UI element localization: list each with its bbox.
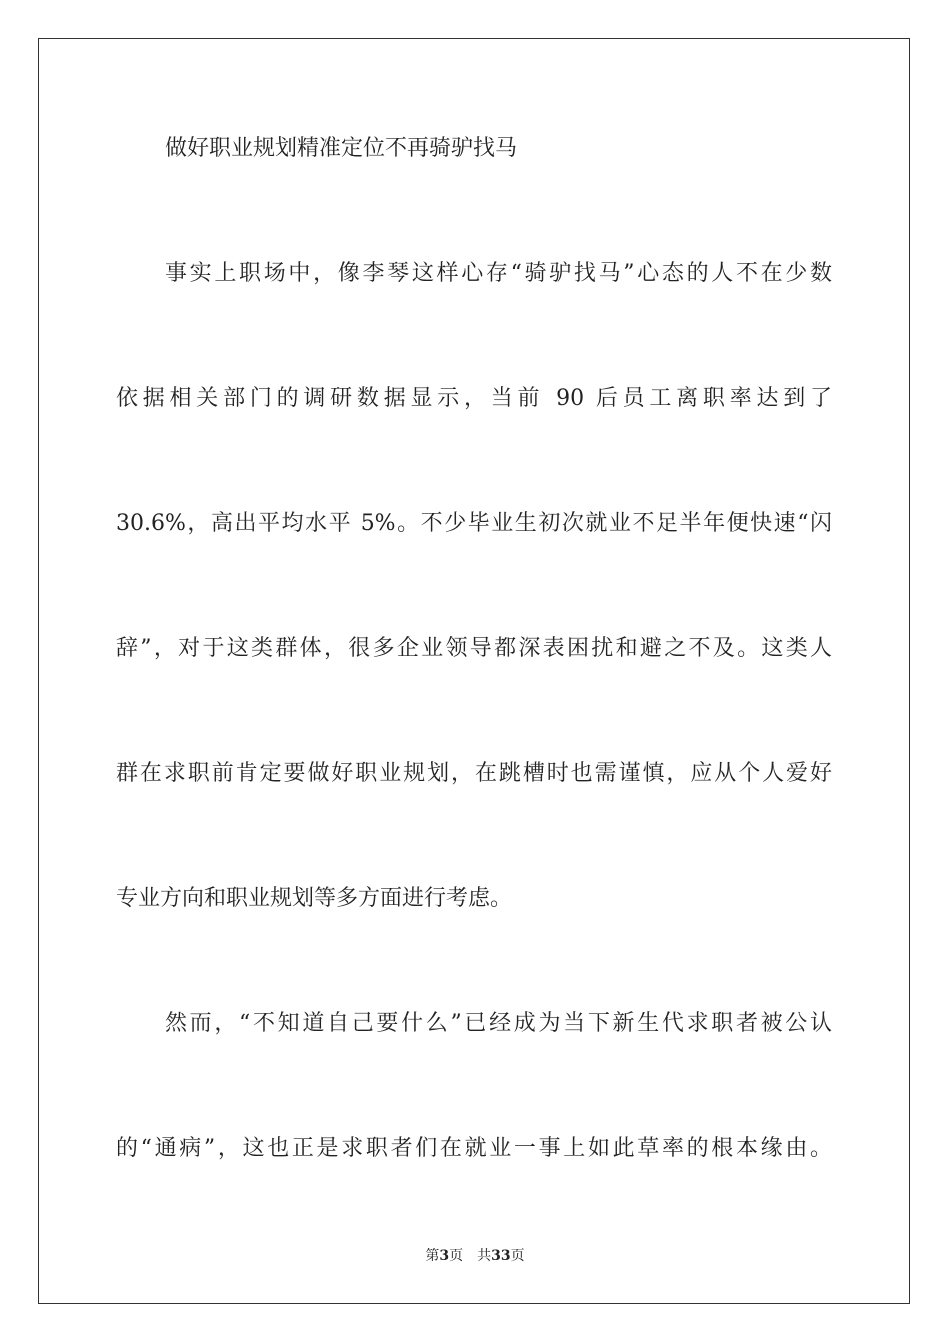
paragraph-line-1: 事实上职场中，像李琴这样心存“骑驴找马”心态的人不在少数 xyxy=(165,261,832,286)
paragraph-line-8: 的“通病”，这也正是求职者们在就业一事上如此草率的根本缘由。 xyxy=(116,1136,832,1161)
page-footer xyxy=(0,1246,950,1266)
paragraph-line-2: 依据相关部门的调研数据显示，当前 90 后员工离职率达到了 xyxy=(116,386,832,411)
paragraph-line-6: 专业方向和职业规划等多方面进行考虑。 xyxy=(116,886,513,911)
footer-total-prefix: 共 xyxy=(477,1248,492,1264)
paragraph-line-3: 30.6%，高出平均水平 5%。不少毕业生初次就业不足半年便快速“闪 xyxy=(116,511,832,536)
document-heading: 做好职业规划精准定位不再骑驴找马 xyxy=(165,136,518,161)
paragraph-line-5: 群在求职前肯定要做好职业规划，在跳槽时也需谨慎，应从个人爱好 xyxy=(116,761,832,786)
footer-page-prefix: 第 xyxy=(425,1248,440,1264)
paragraph-line-4: 辞”，对于这类群体，很多企业领导都深表困扰和避之不及。这类人 xyxy=(116,636,832,661)
footer-page-suffix: 页 xyxy=(449,1248,464,1264)
footer-total-pages: 33 xyxy=(491,1248,511,1264)
footer-total-suffix: 页 xyxy=(510,1248,525,1264)
page-border xyxy=(38,38,910,1304)
paragraph-line-7: 然而，“不知道自己要什么”已经成为当下新生代求职者被公认 xyxy=(165,1011,832,1036)
footer-page-number: 3 xyxy=(439,1248,450,1264)
